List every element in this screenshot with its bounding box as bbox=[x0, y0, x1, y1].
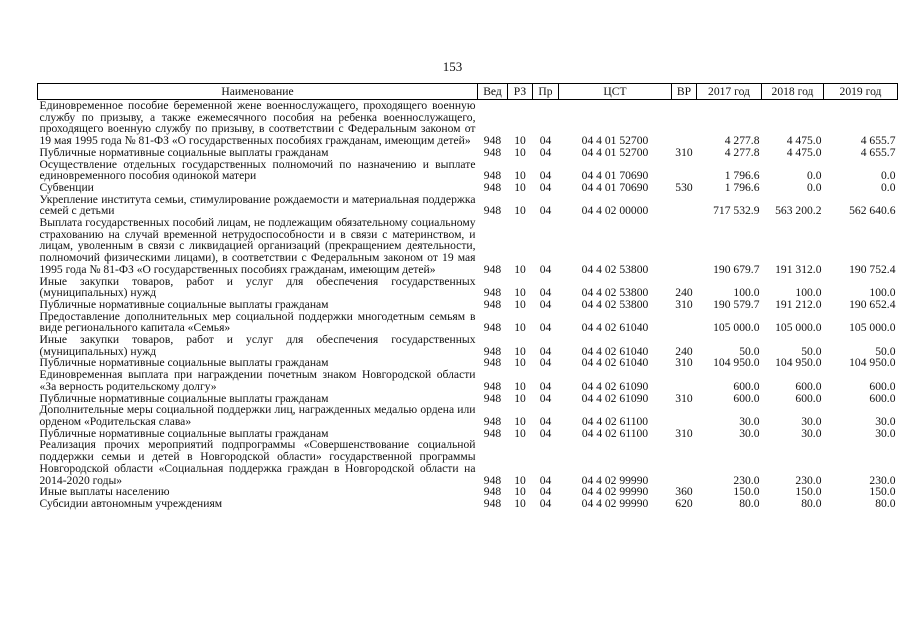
row-cst: 04 4 01 70690 bbox=[581, 180, 649, 194]
page-number: 153 bbox=[442, 59, 463, 74]
row-ved: 948 bbox=[483, 496, 502, 510]
row-amount-2019: 190 752.4 bbox=[849, 262, 896, 276]
row-amount-2017: 104 950.0 bbox=[713, 356, 760, 370]
row-pr: 04 bbox=[539, 344, 552, 358]
row-name: Публичные нормативные социальные выплаты гражданам bbox=[39, 426, 329, 440]
row-cst: 04 4 02 53800 bbox=[581, 262, 649, 276]
table-header bbox=[38, 84, 898, 100]
row-amount-2017: 100.0 bbox=[733, 286, 760, 300]
row-rz: 10 bbox=[514, 321, 526, 335]
row-amount-2017: 1 796.6 bbox=[724, 180, 760, 194]
row-vr bbox=[672, 439, 697, 486]
row-name: Субвенции bbox=[39, 180, 94, 194]
row-rz: 10 bbox=[514, 426, 526, 440]
column-header-2017: 2017 год bbox=[697, 84, 762, 100]
row-rz: 10 bbox=[514, 414, 526, 428]
row-cst: 04 4 02 61040 bbox=[581, 344, 649, 358]
row-amount-2019: 0.0 bbox=[881, 180, 896, 194]
row-vr bbox=[672, 217, 697, 276]
row-amount-2019: 600.0 bbox=[869, 379, 896, 393]
row-rz: 10 bbox=[514, 204, 526, 218]
row-cst: 04 4 01 70690 bbox=[581, 169, 649, 183]
row-rz: 10 bbox=[514, 356, 526, 370]
column-header-ved: Вед bbox=[478, 84, 508, 100]
row-rz: 10 bbox=[514, 297, 526, 311]
row-amount-2017: 190 579.7 bbox=[713, 297, 760, 311]
row-ved: 948 bbox=[483, 426, 502, 440]
row-cst: 04 4 02 99990 bbox=[581, 485, 649, 499]
column-header-name: Наименование bbox=[38, 84, 478, 100]
row-rz: 10 bbox=[514, 485, 526, 499]
row-ved: 948 bbox=[483, 262, 502, 276]
row-amount-2017: 600.0 bbox=[733, 379, 760, 393]
row-rz: 10 bbox=[514, 473, 526, 487]
row-name: Публичные нормативные социальные выплаты гражданам bbox=[39, 145, 329, 159]
row-amount-2018: 600.0 bbox=[795, 379, 822, 393]
row-vr: 240 bbox=[675, 286, 693, 300]
row-name: Единовременное пособие беременной жене военнослужащего, проходящего военную службу по призыву, а также ежемесячного пособия на ребенка военнослужащего, проходящего военную службу по призыву, в соответствии с Федеральным законом от 19 мая 1995 года № 81-ФЗ «О государственных пособиях гражданам, имеющим детей» bbox=[39, 99, 476, 148]
row-amount-2018: 105 000.0 bbox=[775, 321, 822, 335]
row-amount-2017: 80.0 bbox=[739, 496, 760, 510]
row-amount-2019: 150.0 bbox=[869, 485, 896, 499]
row-name: Иные закупки товаров, работ и услуг для обеспечения государственных (муниципальных) нужд bbox=[39, 274, 476, 300]
row-amount-2017: 190 679.7 bbox=[713, 262, 760, 276]
row-ved: 948 bbox=[483, 145, 502, 159]
row-ved: 948 bbox=[483, 134, 502, 148]
row-amount-2019: 30.0 bbox=[875, 426, 896, 440]
row-amount-2018: 0.0 bbox=[807, 169, 822, 183]
row-ved: 948 bbox=[483, 379, 502, 393]
row-amount-2017: 1 796.6 bbox=[724, 169, 760, 183]
table-row bbox=[38, 334, 898, 357]
row-ved: 948 bbox=[483, 414, 502, 428]
table-row bbox=[38, 276, 898, 299]
row-pr: 04 bbox=[539, 134, 552, 148]
row-ved: 948 bbox=[483, 485, 502, 499]
row-rz: 10 bbox=[514, 286, 526, 300]
row-vr bbox=[672, 159, 697, 182]
row-amount-2019: 0.0 bbox=[881, 169, 896, 183]
row-amount-2018: 100.0 bbox=[795, 286, 822, 300]
row-cst: 04 4 02 00000 bbox=[581, 204, 649, 218]
row-amount-2019: 104 950.0 bbox=[849, 356, 896, 370]
row-amount-2018: 30.0 bbox=[801, 414, 822, 428]
row-cst: 04 4 01 52700 bbox=[581, 134, 649, 148]
row-amount-2019: 80.0 bbox=[875, 496, 896, 510]
row-name: Реализация прочих мероприятий подпрограммы «Совершенствование социальной поддержки семьи и детей в Новгородской области» государственной программы Новгородской области «Социальная поддержка граждан в Новгородской области на 2014-2020 годы» bbox=[39, 438, 476, 487]
row-amount-2019: 4 655.7 bbox=[860, 145, 896, 159]
row-vr: 620 bbox=[675, 496, 693, 510]
row-vr: 310 bbox=[675, 145, 693, 159]
row-pr: 04 bbox=[539, 473, 552, 487]
table-body bbox=[38, 100, 898, 510]
row-rz: 10 bbox=[514, 180, 526, 194]
row-name: Осуществление отдельных государственных полномочий по назначению и выплате единовременного пособия одинокой матери bbox=[39, 157, 476, 183]
row-rz: 10 bbox=[514, 379, 526, 393]
row-vr: 530 bbox=[675, 180, 693, 194]
table-row bbox=[38, 100, 898, 147]
row-rz: 10 bbox=[514, 169, 526, 183]
row-cst: 04 4 02 61100 bbox=[581, 414, 649, 428]
row-pr: 04 bbox=[539, 414, 552, 428]
row-pr: 04 bbox=[539, 262, 552, 276]
row-amount-2018: 4 475.0 bbox=[786, 145, 822, 159]
column-header-vr: ВР bbox=[672, 84, 697, 100]
row-amount-2018: 230.0 bbox=[795, 473, 822, 487]
row-amount-2017: 600.0 bbox=[733, 391, 760, 405]
header-row bbox=[38, 84, 898, 100]
column-header-pr: Пр bbox=[533, 84, 559, 100]
row-vr: 240 bbox=[675, 344, 693, 358]
row-amount-2019: 4 655.7 bbox=[860, 134, 896, 148]
row-amount-2017: 30.0 bbox=[739, 426, 760, 440]
row-cst: 04 4 01 52700 bbox=[581, 145, 649, 159]
table-row bbox=[38, 498, 898, 510]
row-name: Иные выплаты населению bbox=[39, 485, 170, 499]
row-amount-2018: 0.0 bbox=[807, 180, 822, 194]
budget-table bbox=[37, 83, 898, 510]
row-vr: 310 bbox=[675, 356, 693, 370]
column-header-rz: РЗ bbox=[508, 84, 533, 100]
row-amount-2017: 50.0 bbox=[739, 344, 760, 358]
row-rz: 10 bbox=[514, 496, 526, 510]
row-name: Выплата государственных пособий лицам, не подлежащим обязательному социальному страхованию на случай временной нетрудоспособности и в связи с материнством, и лицам, уволенным в связи с ликвидацией организаций (прекращением деятельности, полномочий физическими лицами), в соответствии с Федеральным законом от 19 мая 1995 года № 81-ФЗ «О государственных пособиях гражданам, имеющим детей» bbox=[39, 216, 476, 276]
row-name: Публичные нормативные социальные выплаты гражданам bbox=[39, 356, 329, 370]
table-row bbox=[38, 194, 898, 217]
row-name: Субсидии автономным учреждениям bbox=[39, 496, 223, 510]
row-cst: 04 4 02 61090 bbox=[581, 391, 649, 405]
row-amount-2017: 4 277.8 bbox=[724, 145, 760, 159]
row-amount-2019: 190 652.4 bbox=[849, 297, 896, 311]
row-amount-2019: 30.0 bbox=[875, 414, 896, 428]
row-vr: 360 bbox=[675, 485, 693, 499]
row-pr: 04 bbox=[539, 426, 552, 440]
row-ved: 948 bbox=[483, 169, 502, 183]
row-amount-2018: 80.0 bbox=[801, 496, 822, 510]
row-pr: 04 bbox=[539, 321, 552, 335]
row-pr: 04 bbox=[539, 204, 552, 218]
row-ved: 948 bbox=[483, 391, 502, 405]
row-ved: 948 bbox=[483, 204, 502, 218]
row-vr bbox=[672, 194, 697, 217]
row-cst: 04 4 02 99990 bbox=[581, 496, 649, 510]
row-amount-2017: 105 000.0 bbox=[713, 321, 760, 335]
row-ved: 948 bbox=[483, 180, 502, 194]
row-cst: 04 4 02 99990 bbox=[581, 473, 649, 487]
row-ved: 948 bbox=[483, 344, 502, 358]
row-cst: 04 4 02 61090 bbox=[581, 379, 649, 393]
row-pr: 04 bbox=[539, 496, 552, 510]
row-pr: 04 bbox=[539, 485, 552, 499]
row-amount-2019: 230.0 bbox=[869, 473, 896, 487]
column-header-2018: 2018 год bbox=[762, 84, 824, 100]
row-amount-2018: 50.0 bbox=[801, 344, 822, 358]
row-ved: 948 bbox=[483, 473, 502, 487]
row-amount-2018: 191 212.0 bbox=[775, 297, 822, 311]
row-pr: 04 bbox=[539, 169, 552, 183]
row-vr: 310 bbox=[675, 297, 693, 311]
table-row bbox=[38, 369, 898, 392]
row-vr: 310 bbox=[675, 391, 693, 405]
row-amount-2017: 30.0 bbox=[739, 414, 760, 428]
row-amount-2019: 100.0 bbox=[869, 286, 896, 300]
column-header-cst: ЦСТ bbox=[559, 84, 672, 100]
table-row bbox=[38, 147, 898, 159]
table-row bbox=[38, 217, 898, 276]
row-rz: 10 bbox=[514, 344, 526, 358]
row-rz: 10 bbox=[514, 391, 526, 405]
row-name: Предоставление дополнительных мер социальной поддержки многодетным семьям в виде регионального капитала «Семья» bbox=[39, 309, 476, 335]
row-amount-2019: 562 640.6 bbox=[849, 204, 896, 218]
row-pr: 04 bbox=[539, 286, 552, 300]
row-ved: 948 bbox=[483, 286, 502, 300]
row-ved: 948 bbox=[483, 321, 502, 335]
column-header-2019: 2019 год bbox=[824, 84, 898, 100]
row-name: Публичные нормативные социальные выплаты гражданам bbox=[39, 297, 329, 311]
row-amount-2018: 30.0 bbox=[801, 426, 822, 440]
table-row bbox=[38, 182, 898, 194]
row-cst: 04 4 02 53800 bbox=[581, 297, 649, 311]
row-cst: 04 4 02 61040 bbox=[581, 356, 649, 370]
row-amount-2017: 150.0 bbox=[733, 485, 760, 499]
row-amount-2018: 563 200.2 bbox=[775, 204, 822, 218]
row-amount-2017: 717 532.9 bbox=[713, 204, 760, 218]
row-amount-2018: 104 950.0 bbox=[775, 356, 822, 370]
table-row bbox=[38, 299, 898, 311]
row-name: Единовременная выплата при награждении почетным знаком Новгородской области «За верность родительскому долгу» bbox=[39, 368, 476, 393]
row-pr: 04 bbox=[539, 297, 552, 311]
row-ved: 948 bbox=[483, 297, 502, 311]
row-name: Иные закупки товаров, работ и услуг для обеспечения государственных (муниципальных) нужд bbox=[39, 333, 476, 358]
row-amount-2018: 600.0 bbox=[795, 391, 822, 405]
row-name: Укрепление института семьи, стимулирование рождаемости и материальная поддержка семей с детьми bbox=[39, 192, 476, 218]
row-amount-2018: 4 475.0 bbox=[786, 134, 822, 148]
row-vr bbox=[672, 369, 697, 392]
row-amount-2019: 105 000.0 bbox=[849, 321, 896, 335]
row-amount-2017: 230.0 bbox=[733, 473, 760, 487]
row-name: Публичные нормативные социальные выплаты гражданам bbox=[39, 391, 329, 405]
row-vr: 310 bbox=[675, 426, 693, 440]
row-vr bbox=[672, 311, 697, 334]
row-amount-2019: 600.0 bbox=[869, 391, 896, 405]
row-pr: 04 bbox=[539, 356, 552, 370]
row-rz: 10 bbox=[514, 134, 526, 148]
row-amount-2019: 50.0 bbox=[875, 344, 896, 358]
row-pr: 04 bbox=[539, 379, 552, 393]
row-cst: 04 4 02 61100 bbox=[581, 426, 649, 440]
row-pr: 04 bbox=[539, 180, 552, 194]
row-vr bbox=[672, 100, 697, 147]
table-row bbox=[38, 404, 898, 427]
row-amount-2018: 150.0 bbox=[795, 485, 822, 499]
row-pr: 04 bbox=[539, 391, 552, 405]
table-row bbox=[38, 311, 898, 334]
row-rz: 10 bbox=[514, 145, 526, 159]
table-row bbox=[38, 159, 898, 182]
row-cst: 04 4 02 61040 bbox=[581, 321, 649, 335]
row-vr bbox=[672, 404, 697, 427]
table-row bbox=[38, 439, 898, 486]
row-pr: 04 bbox=[539, 145, 552, 159]
row-ved: 948 bbox=[483, 356, 502, 370]
row-rz: 10 bbox=[514, 262, 526, 276]
row-amount-2017: 4 277.8 bbox=[724, 134, 760, 148]
row-cst: 04 4 02 53800 bbox=[581, 286, 649, 300]
row-name: Дополнительные меры социальной поддержки лиц, награжденных медалью ордена или орденом «Родительская слава» bbox=[39, 403, 476, 428]
row-amount-2018: 191 312.0 bbox=[775, 262, 822, 276]
